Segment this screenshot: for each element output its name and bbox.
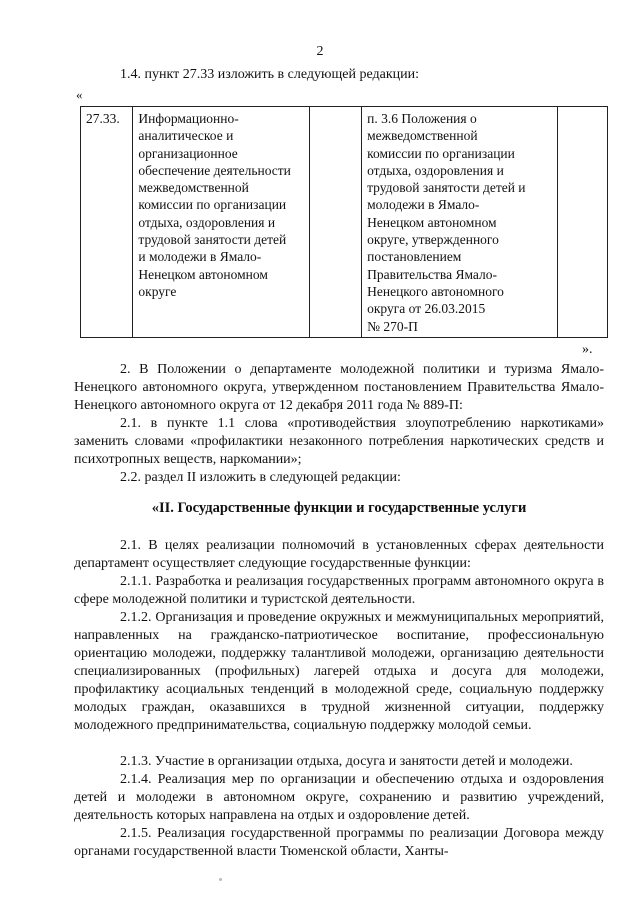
paragraph-2-2: 2.2. раздел II изложить в следующей редакции: [120,470,401,485]
table-cell-name [133,107,309,338]
paragraph-2: 2. В Положении о департаменте молодежной политики и туризма Ямало-Ненецкого автономного округа, утвержденном постановлением Правительства Ямало-Ненецкого автономного округа от 12 декабря 2011 года № 889-П: [74,362,604,413]
quote-close-mark: ». [582,342,593,357]
section-heading: «II. Государственные функции и государственные услуги [151,500,527,516]
paragraph-2-1: 2.1. в пункте 1.1 слова «противодействия злоупотреблению наркотиками» заменить словами «профилактики незаконного потребления наркотических средств и психотропных веществ, наркомании»; [74,416,604,467]
scan-speck [219,878,222,881]
table-row [81,107,608,338]
paragraph-s-2-1-5: 2.1.5. Реализация государственной программы по реализации Договора между органами государственной власти Тюменской области, Ханты- [74,826,604,859]
paragraph-s-2-1-2: 2.1.2. Организация и проведение окружных и межмуниципальных мероприятий, направленных на гражданско-патриотическое воспитание, профессиональную ориентацию молодежи, поддержку талантливой молодежи, организацию деятельности специализированных (профильных) лагерей отдыха и досуга для молодежи, профилактику асоциальных тенденций в молодежной среде, социальную поддержку молодых граждан, оказавшихся в трудной жизненной ситуации, поддержку молодежного предпринимательства, социальную поддержку молодой семьи. [74,610,604,733]
quote-open-mark: « [76,87,83,102]
amendment-table [80,106,608,338]
item-name: Информационно- аналитическое и организационное обеспечение деятельности межведомственной комиссии по организации отдыха, оздоровления и трудовой занятости детей и молодежи в Ямало- Ненецком автономном округе [138,111,291,299]
paragraph-1-4: 1.4. пункт 27.33 изложить в следующей редакции: [120,67,419,82]
paragraph-s-2-1-1: 2.1.1. Разработка и реализация государственных программ автономного округа в сфере молодежной политики и туристской деятельности. [74,574,604,607]
table-cell-number [81,107,133,338]
table-cell-empty-last [557,107,607,338]
paragraph-s-2-1-3: 2.1.3. Участие в организации отдыха, досуга и занятости детей и молодежи. [120,754,573,769]
page-number: 2 [316,44,324,59]
item-number: 27.33. [86,111,120,126]
item-legal-basis: п. 3.6 Положения о межведомственной комиссии по организации отдыха, оздоровления и трудовой занятости детей и молодежи в Ямало- Ненецком автономном округе, утвержденного постановлением Правительства Ямало- Ненецкого автономного округа от 26.03.2015 № 270-П [367,111,526,334]
paragraph-s-2-1-4: 2.1.4. Реализация мер по организации и обеспечению отдыха и оздоровления детей и молодежи в автономном округе, сохранению и развитию учреждений, деятельность которых направлена на отдых и оздоровление детей. [74,772,604,823]
paragraph-s-2-1: 2.1. В целях реализации полномочий в установленных сферах деятельности департамент осуществляет следующие государственные функции: [74,538,604,571]
table-cell-empty [309,107,361,338]
table-cell-basis [362,107,557,338]
